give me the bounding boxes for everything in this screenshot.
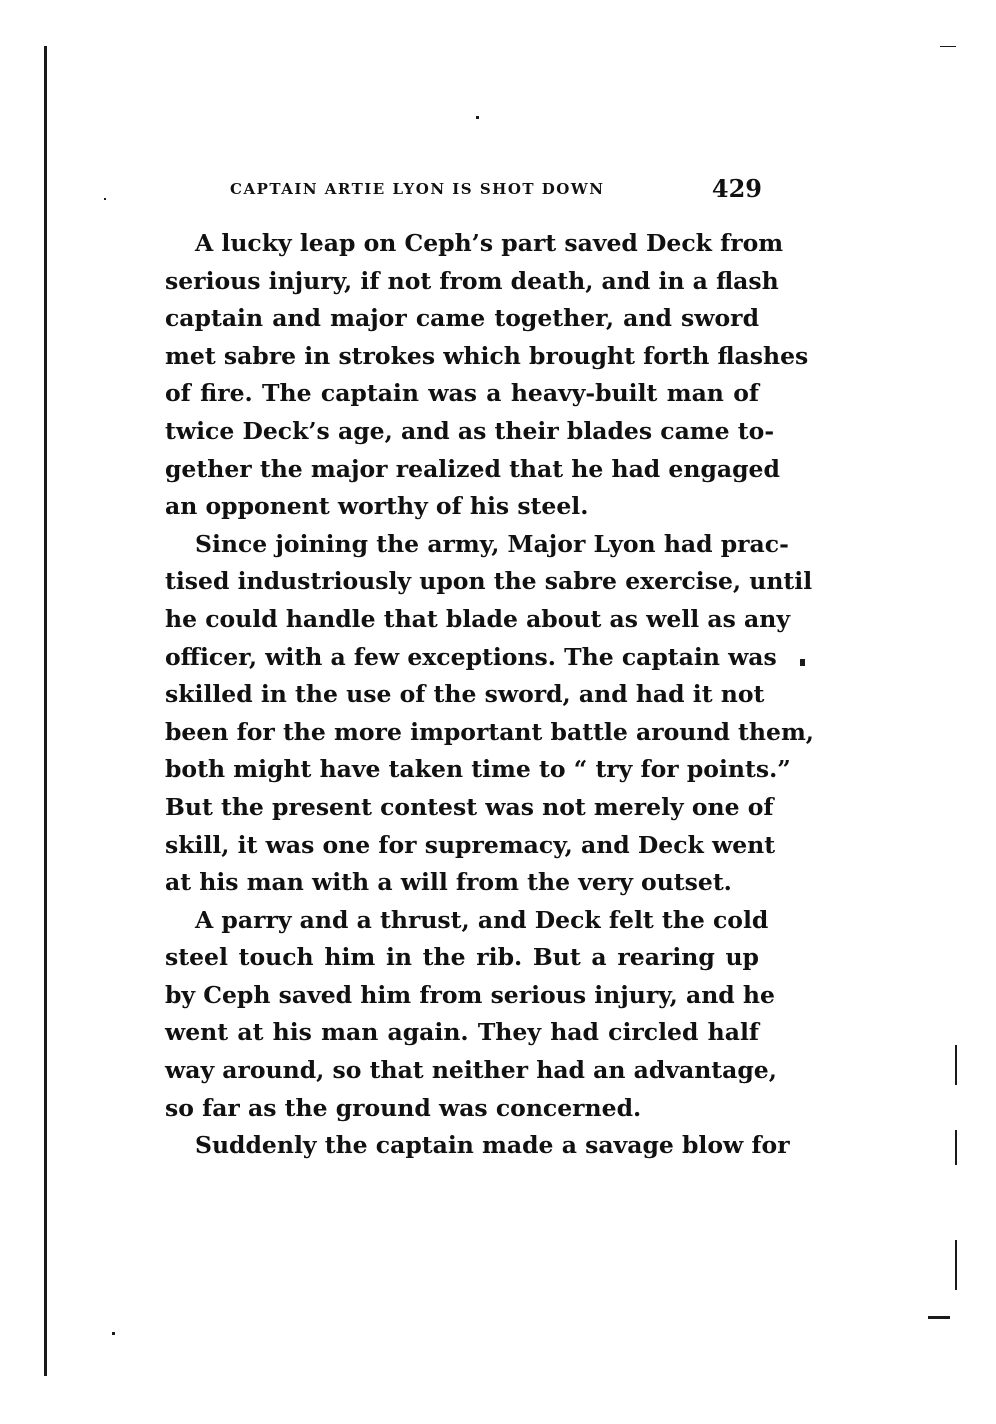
- text-line: gether the major realized that he had engaged: [165, 454, 780, 483]
- scan-right-dash: [928, 1316, 950, 1319]
- text-line: serious injury, if not from death, and in a flash: [165, 266, 779, 295]
- text-line: Suddenly the captain made a savage blow for: [195, 1131, 790, 1160]
- scan-top-right-dash: [940, 46, 956, 47]
- text-line: went at his man again. They had circled half: [165, 1018, 759, 1047]
- text-line: by Ceph saved him from serious injury, and he: [165, 980, 775, 1009]
- scan-right-edge-mark: [955, 1240, 957, 1290]
- running-head: [230, 176, 762, 206]
- body-text: [165, 225, 814, 1165]
- scan-dot: [800, 659, 805, 666]
- text-line: he could handle that blade about as well as any: [165, 604, 790, 633]
- text-line: twice Deck’s age, and as their blades came to-: [165, 416, 775, 445]
- text-line: at his man with a will from the very outset.: [165, 868, 732, 897]
- scan-right-edge-mark: [955, 1130, 957, 1165]
- text-line: of fire. The captain was a heavy-built man of: [165, 379, 759, 408]
- text-line: officer, with a few exceptions. The captain was: [165, 642, 777, 671]
- text-line: skill, it was one for supremacy, and Deck went: [165, 830, 776, 859]
- text-line: steel touch him in the rib. But a rearing up: [165, 943, 759, 972]
- text-line: tised industriously upon the sabre exercise, until: [165, 567, 813, 596]
- scan-right-edge-mark: [955, 1045, 957, 1085]
- text-line: an opponent worthy of his steel.: [165, 492, 589, 521]
- scan-left-edge-line: [44, 46, 47, 1376]
- text-line: way around, so that neither had an advantage,: [165, 1056, 777, 1085]
- text-line: A lucky leap on Ceph’s part saved Deck from: [195, 229, 784, 257]
- page-number: 429: [711, 174, 762, 203]
- text-line: captain and major came together, and sword: [165, 304, 759, 333]
- text-line: skilled in the use of the sword, and had it not: [165, 680, 765, 709]
- text-line: both might have taken time to “ try for points.”: [165, 755, 791, 784]
- running-title: CAPTAIN ARTIE LYON IS SHOT DOWN: [230, 180, 605, 198]
- scan-dot: [112, 1332, 115, 1335]
- text-line: been for the more important battle around them,: [165, 717, 814, 746]
- scan-dot: [476, 116, 479, 119]
- scan-dot: [104, 198, 106, 200]
- text-line: A parry and a thrust, and Deck felt the cold: [195, 905, 769, 934]
- text-line: so far as the ground was concerned.: [165, 1093, 642, 1122]
- text-line: Since joining the army, Major Lyon had prac-: [195, 529, 789, 558]
- text-line: met sabre in strokes which brought forth flashes: [165, 341, 809, 370]
- text-line: But the present contest was not merely one of: [165, 792, 774, 821]
